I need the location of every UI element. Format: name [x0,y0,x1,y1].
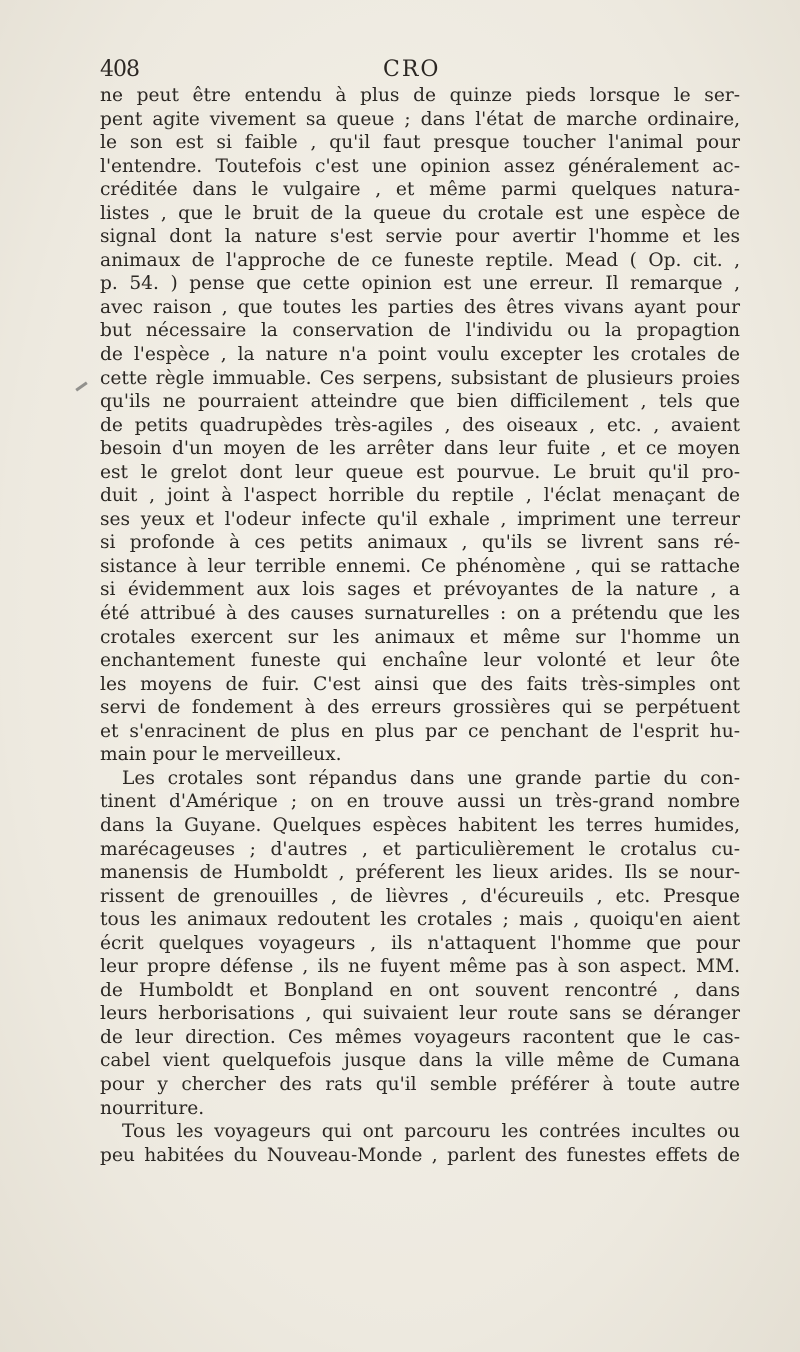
text-line: avec raison , que toutes les parties des êtres vivans ayant pour [100,296,740,318]
text-line: tinent d'Amérique ; on en trouve aussi un très-grand nombre [100,791,740,813]
text-line: manensis de Humboldt , préferent les lieux arides. Ils se nour- [100,862,740,884]
text-line: les moyens de fuir. C'est ainsi que des faits très-simples ont [100,673,740,695]
text-line: but nécessaire la conservation de l'individu ou la propagtion [100,320,740,342]
text-line: le son est si faible , qu'il faut presque toucher l'animal pour [100,132,740,154]
text-line: si profonde à ces petits animaux , qu'ils se livrent sans ré- [100,532,740,554]
text-line: si évidemment aux lois sages et prévoyantes de la nature , a [100,579,740,601]
text-line: servi de fondement à des erreurs grossières qui se perpétuent [100,697,740,719]
pencil-mark [75,382,87,392]
text-line: de leur direction. Ces mêmes voyageurs racontent que le cas- [100,1026,740,1048]
text-line: ne peut être entendu à plus de quinze pieds lorsque le ser- [100,85,740,106]
page-header [100,55,740,85]
text-line: de Humboldt et Bonpland en ont souvent rencontré , dans [100,979,740,1001]
text-line: sistance à leur terrible ennemi. Ce phénomène , qui se rattache [100,555,740,577]
text-line: signal dont la nature s'est servie pour avertir l'homme et les [100,226,740,248]
text-line: tous les animaux redoutent les crotales ; mais , quoiqu'en aient [100,909,740,931]
text-line: main pour le merveilleux. [100,744,342,766]
text-line: marécageuses ; d'autres , et particulièrement le crotalus cu- [100,838,740,860]
text-line: de petits quadrupèdes très-agiles , des oiseaux , etc. , avaient [100,414,740,436]
text-line: est le grelot dont leur queue est pourvue. Le bruit qu'il pro- [100,461,740,483]
running-head: CRO [383,57,441,82]
text-line: rissent de grenouilles , de lièvres , d'écureuils , etc. Presque [100,885,740,907]
text-line: et s'enracinent de plus en plus par ce penchant de l'esprit hu- [100,720,740,742]
text-line: dans la Guyane. Quelques espèces habitent les terres humides, [100,814,740,836]
text-line: leurs herborisations , qui suivaient leur route sans se déranger [100,1003,740,1025]
text-line: créditée dans le vulgaire , et même parmi quelques natura- [100,179,740,201]
text-line: crotales exercent sur les animaux et même sur l'homme un [100,626,740,648]
text-line: de l'espèce , la nature n'a point voulu excepter les crotales de [100,344,740,366]
text-line: p. 54. ) pense que cette opinion est une erreur. Il remarque , [100,273,740,295]
text-line: duit , joint à l'aspect horrible du reptile , l'éclat menaçant de [100,485,740,507]
text-line: cabel vient quelquefois jusque dans la ville même de Cumana [100,1050,740,1072]
text-line: qu'ils ne pourraient atteindre que bien difficilement , tels que [100,391,740,413]
text-line: peu habitées du Nouveau-Monde , parlent des funestes effets de [100,1144,740,1166]
text-line: leur propre défense , ils ne fuyent même pas à son aspect. MM. [100,956,740,978]
text-line: écrit quelques voyageurs , ils n'attaquent l'homme que pour [100,932,740,954]
text-line: ses yeux et l'odeur infecte qu'il exhale , impriment une terreur [100,508,740,530]
text-line: besoin d'un moyen de les arrêter dans leur fuite , et ce moyen [100,438,740,460]
text-line: été attribué à des causes surnaturelles : on a prétendu que les [100,603,740,625]
text-line: listes , que le bruit de la queue du crotale est une espèce de [100,202,740,224]
text-line: pour y chercher des rats qu'il semble préférer à toute autre [100,1073,740,1095]
text-line: animaux de l'approche de ce funeste reptile. Mead ( Op. cit. , [100,249,740,271]
text-line: l'entendre. Toutefois c'est une opinion assez généralement ac- [100,155,740,177]
text-line: Tous les voyageurs qui ont parcouru les contrées incultes ou [122,1121,740,1143]
body-text [100,84,740,1167]
text-line: Les crotales sont répandus dans une grande partie du con- [122,767,740,789]
text-line: pent agite vivement sa queue ; dans l'état de marche ordinaire, [100,108,740,130]
page-number: 408 [100,57,139,82]
text-line: enchantement funeste qui enchaîne leur volonté et leur ôte [100,650,740,672]
text-line: cette règle immuable. Ces serpens, subsistant de plusieurs proies [100,367,740,389]
text-line: nourriture. [100,1097,205,1119]
